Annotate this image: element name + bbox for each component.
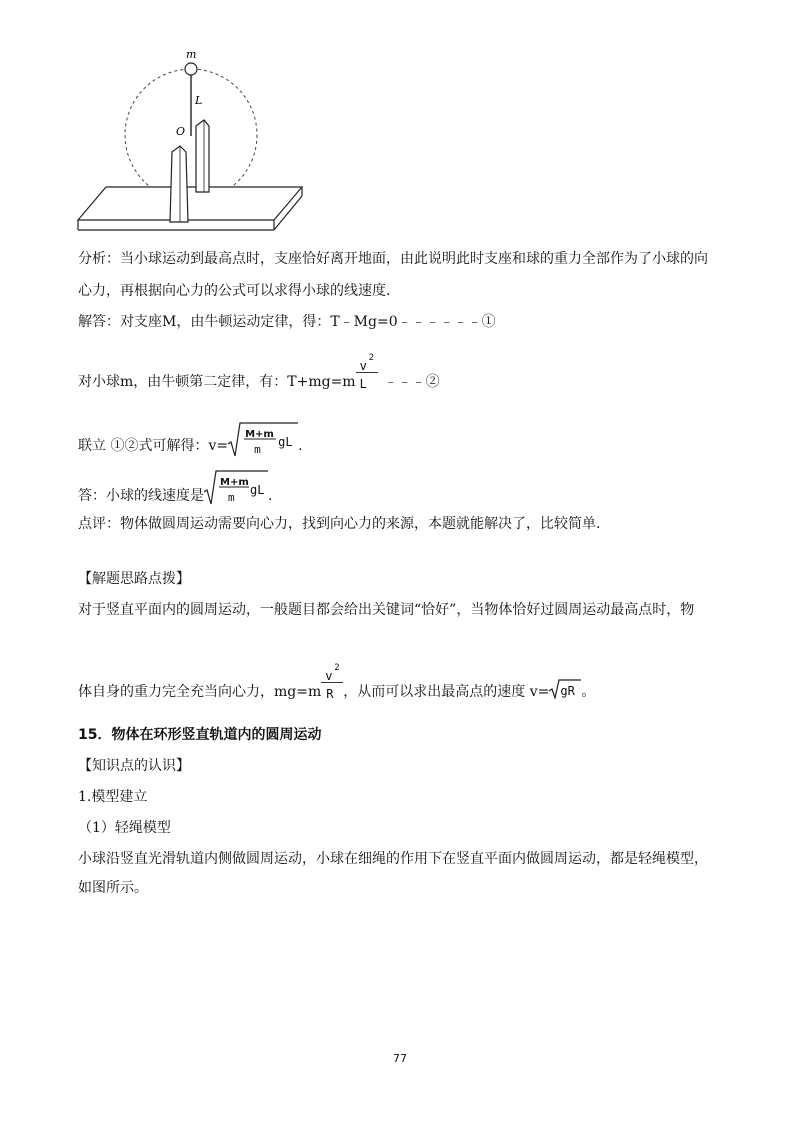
tips-frac-den: R bbox=[326, 687, 334, 701]
tips-line-2-mid: ，从而可以求出最高点的速度 v= bbox=[343, 684, 550, 700]
ball-m bbox=[185, 63, 197, 75]
physics-figure bbox=[76, 44, 306, 234]
label-O: O bbox=[176, 125, 186, 138]
analysis-line-2: 心力，再根据向心力的公式可以求得小球的线速度. bbox=[78, 283, 391, 299]
section-title: 15．物体在环形竖直轨道内的圆周运动 bbox=[78, 727, 322, 743]
model-item-1-1: （1）轻绳模型 bbox=[78, 820, 171, 836]
comment-line: 点评：物体做圆周运动需要向心力，找到向心力的来源，本题就能解决了，比较简单. bbox=[78, 516, 601, 532]
solution-line-3-suffix: . bbox=[298, 438, 303, 454]
sqrt-num: M+m bbox=[245, 429, 274, 440]
tips-sqrt-expression bbox=[549, 679, 581, 699]
answer-prefix: 答：小球的线速度是 bbox=[78, 488, 204, 504]
solution-line-2 bbox=[78, 353, 440, 392]
answer-sqrt-den: m bbox=[228, 491, 235, 504]
sqrt-den: m bbox=[254, 443, 261, 456]
analysis-line-1: 分析：当小球运动到最高点时，支座恰好离开地面，由此说明此时支座和球的重力全部作为了小球的向 bbox=[78, 251, 708, 267]
tips-line-2-prefix: 体自身的重力完全充当向心力，mg=m bbox=[78, 684, 322, 700]
sqrt-expression bbox=[228, 422, 298, 458]
solution-line-3-prefix: 联立 ①②式可解得：v= bbox=[78, 438, 229, 454]
label-L: L bbox=[195, 94, 203, 107]
solution-line-3 bbox=[78, 428, 303, 464]
knowledge-heading: 【知识点的认识】 bbox=[78, 758, 190, 774]
answer-line bbox=[78, 478, 272, 514]
frac-sup: 2 bbox=[368, 353, 375, 363]
answer-suffix: . bbox=[268, 488, 273, 504]
solution-line-2-prefix: 对小球m，由牛顿第二定律，有：T+mg=m bbox=[78, 374, 356, 390]
paragraph-line-2: 如图所示。 bbox=[78, 880, 148, 896]
tips-line-2-suffix: 。 bbox=[581, 684, 596, 700]
model-item-1: 1.模型建立 bbox=[78, 789, 148, 805]
support-post-front bbox=[170, 146, 188, 222]
base-plate bbox=[78, 187, 302, 220]
tips-frac-sup: 2 bbox=[334, 663, 340, 673]
answer-sqrt-num: M+m bbox=[220, 477, 249, 488]
tips-line-2 bbox=[78, 663, 596, 702]
sqrt-tail: gL bbox=[278, 435, 293, 449]
tips-heading: 【解题思路点拨】 bbox=[78, 571, 190, 587]
tips-sqrt-content: gR bbox=[560, 684, 575, 698]
label-m: m bbox=[186, 48, 197, 61]
solution-line-2-suffix: ﹣﹣﹣② bbox=[383, 374, 440, 390]
tips-line-1: 对于竖直平面内的圆周运动，一般题目都会给出关键词“恰好”，当物体恰好过圆周运动最高点时，物 bbox=[78, 602, 695, 618]
tips-frac-num: v bbox=[325, 669, 333, 683]
answer-sqrt-expression bbox=[204, 470, 268, 506]
page-number: 77 bbox=[393, 1052, 407, 1065]
support-post-back bbox=[196, 120, 209, 192]
paragraph-line-1: 小球沿竖直光滑轨道内侧做圆周运动，小球在细绳的作用下在竖直平面内做圆周运动，都是轻绳模型， bbox=[78, 851, 708, 867]
frac-num: v bbox=[359, 359, 367, 373]
answer-sqrt-tail: gL bbox=[250, 483, 265, 497]
solution-line-1: 解答：对支座M，由牛顿运动定律，得：T﹣Mg=0﹣﹣﹣﹣﹣﹣① bbox=[78, 314, 496, 330]
frac-den: L bbox=[359, 377, 367, 391]
